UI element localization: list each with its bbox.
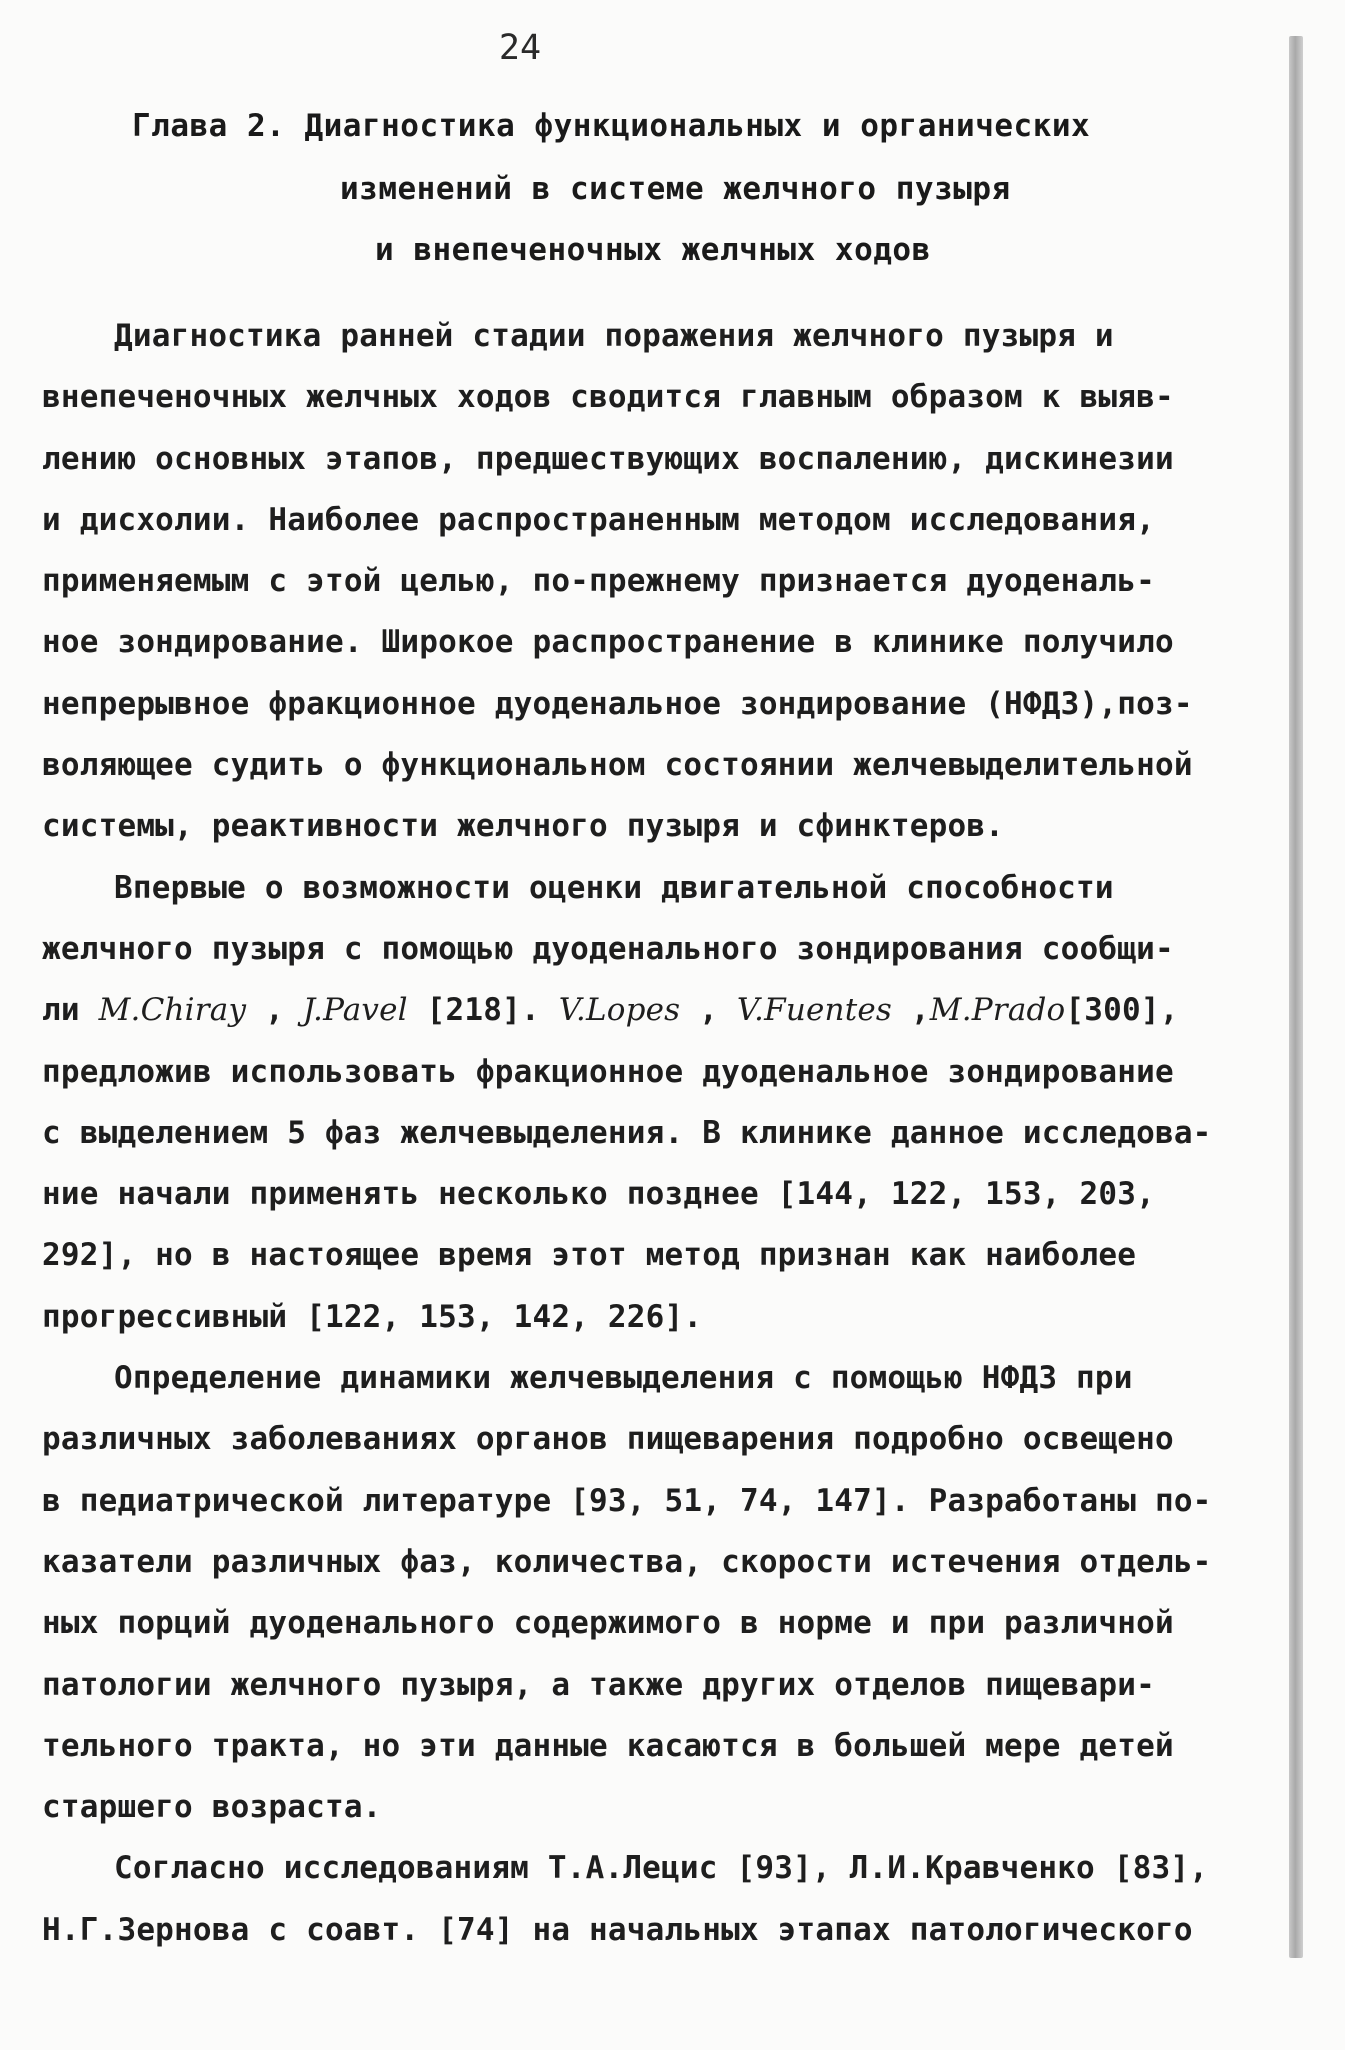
paragraph-2-line: предложив использовать фракционное дуоденальное зондирование: [42, 1053, 1174, 1090]
paragraph-3-line: ных порций дуоденального содержимого в норме и при различной: [42, 1605, 1174, 1642]
paragraph-2-line: с выделением 5 фаз желчевыделения. В клинике данное исследова-: [42, 1114, 1212, 1151]
paragraph-3-line: Определение динамики желчевыделения с помощью НФДЗ при: [114, 1360, 1133, 1397]
author-name: M.Chiray: [98, 992, 247, 1029]
text-segment: ,: [680, 992, 737, 1029]
paragraph-4-line: Н.Г.Зернова с соавт. [74] на начальных этапах патологического: [42, 1911, 1193, 1948]
page-number: 24: [498, 28, 542, 68]
paragraph-1-line: воляющее судить о функциональном состоянии желчевыделительной: [42, 747, 1193, 784]
paragraph-3-line: патологии желчного пузыря, а также других отделов пищевари-: [42, 1666, 1155, 1703]
paragraph-2-line: желчного пузыря с помощью дуоденального зондирования сообщи-: [42, 930, 1174, 967]
author-name: M.Prado: [929, 992, 1066, 1029]
paragraph-1-line: непрерывное фракционное дуоденальное зондирование (НФДЗ),поз-: [42, 685, 1193, 722]
paragraph-3-line: тельного тракта, но эти данные касаются в большей мере детей: [42, 1727, 1174, 1764]
paragraph-1-line: системы, реактивности желчного пузыря и сфинктеров.: [42, 808, 1005, 845]
chapter-title-line-3: и внепеченочных желчных ходов: [375, 232, 931, 268]
paragraph-2-line: прогрессивный [122, 153, 142, 226].: [42, 1298, 703, 1335]
paragraph-1-line: ное зондирование. Широкое распространение в клинике получило: [42, 624, 1174, 661]
paragraph-3-line: в педиатрической литературе [93, 51, 74, 147]. Разработаны по-: [42, 1482, 1212, 1519]
paragraph-1-line: и дисхолии. Наиболее распространенным методом исследования,: [42, 501, 1155, 538]
paragraph-3-line: различных заболеваниях органов пищеварения подробно освещено: [42, 1421, 1174, 1458]
paragraph-4-line: Согласно исследованиям Т.А.Лецис [93], Л.И.Кравченко [83],: [114, 1850, 1209, 1887]
author-name: J.Pavel: [302, 992, 408, 1029]
citation: [300],: [1065, 992, 1179, 1029]
text-segment: ,: [246, 992, 303, 1029]
text-segment: ли: [42, 992, 99, 1029]
paragraph-2-line: 292], но в настоящее время этот метод признан как наиболее: [42, 1237, 1137, 1274]
author-name: V.Fuentes: [736, 992, 893, 1029]
page-edge-shadow: [1289, 36, 1303, 1958]
chapter-title-line-1: Глава 2. Диагностика функциональных и органических: [132, 108, 1091, 144]
body-text: [42, 306, 1272, 1961]
paragraph-2-line: Впервые о возможности оценки двигательной способности: [114, 869, 1114, 906]
paragraph-3-line: казатели различных фаз, количества, скорости истечения отдель-: [42, 1543, 1212, 1580]
citation: [218].: [407, 992, 559, 1029]
paragraph-1-line: Диагностика ранней стадии поражения желчного пузыря и: [114, 318, 1114, 354]
paragraph-1-line: внепеченочных желчных ходов сводится главным образом к выяв-: [42, 379, 1174, 416]
paragraph-1-line: применяемым с этой целью, по-прежнему признается дуоденаль-: [42, 563, 1155, 600]
chapter-title-line-2: изменений в системе желчного пузыря: [340, 171, 1011, 207]
paragraph-2-line: ние начали применять несколько позднее [144, 122, 153, 203,: [42, 1176, 1155, 1213]
paragraph-2-authors-line: [42, 980, 1272, 1041]
paragraph-3-line: старшего возраста.: [42, 1789, 382, 1826]
author-name: V.Lopes: [558, 992, 681, 1029]
text-segment: ,: [892, 992, 930, 1029]
paragraph-1-line: лению основных этапов, предшествующих воспалению, дискинезии: [42, 440, 1174, 477]
